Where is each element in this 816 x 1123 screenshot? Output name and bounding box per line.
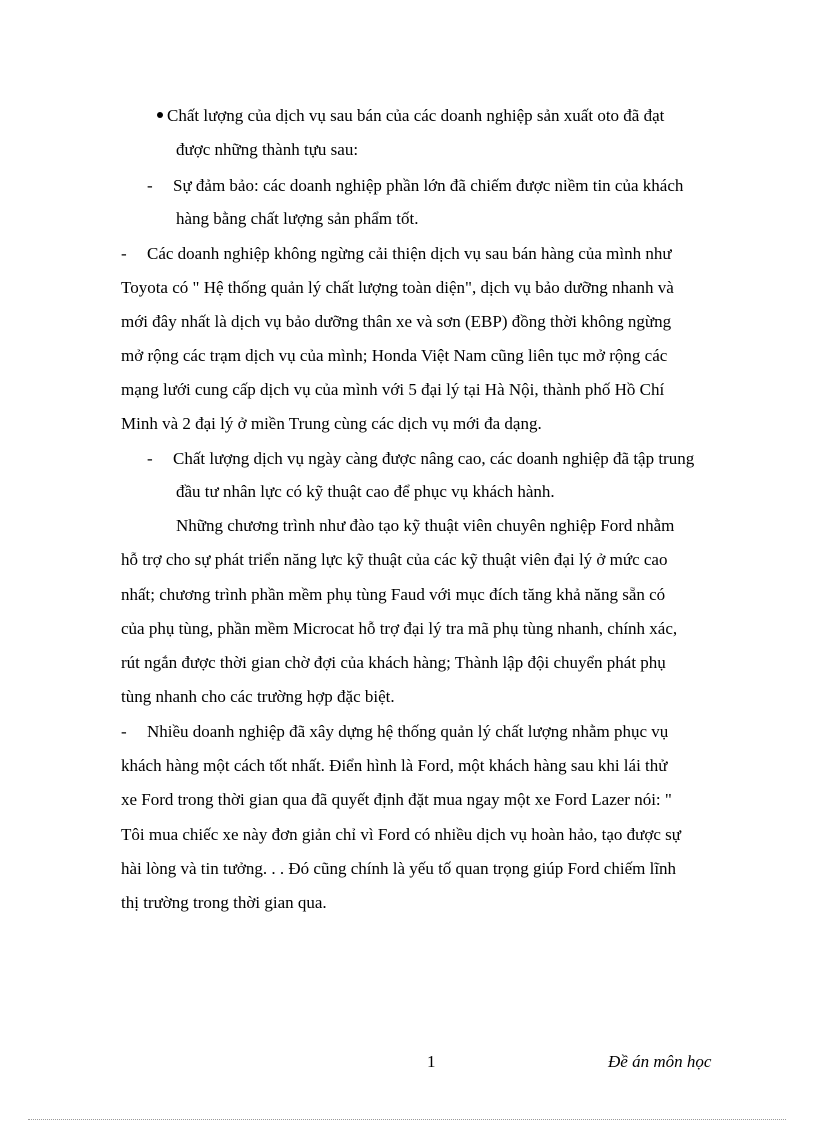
paragraph-line: rút ngắn được thời gian chờ đợi của khách hàng; Thành lập đội chuyển phát phụ (121, 653, 666, 672)
footer-document-title: Đề án môn học (608, 1052, 712, 1071)
dash-marker: - (147, 176, 153, 195)
paragraph-line: của phụ tùng, phần mềm Microcat hỗ trợ đại lý tra mã phụ tùng nhanh, chính xác, (121, 619, 678, 638)
bullet-paragraph-line (157, 106, 769, 126)
paragraph-line: Những chương trình như đào tạo kỹ thuật viên chuyên nghiệp Ford nhằm (176, 516, 675, 535)
paragraph-line: nhất; chương trình phần mềm phụ tùng Faud với mục đích tăng khả năng sẵn có (121, 585, 666, 604)
paragraph-line: mở rộng các trạm dịch vụ của mình; Honda Việt Nam cũng liên tục mở rộng các (121, 346, 668, 365)
paragraph-line: Tôi mua chiếc xe này đơn giản chỉ vì Ford có nhiều dịch vụ hoàn hảo, tạo được sự (121, 825, 681, 844)
dash-paragraph-line (121, 722, 769, 742)
dash-marker: - (121, 244, 127, 263)
paragraph-line: Minh và 2 đại lý ở miền Trung cùng các dịch vụ mới đa dạng. (121, 414, 542, 433)
paragraph-text: Các doanh nghiệp không ngừng cải thiện dịch vụ sau bán hàng của mình như (147, 244, 672, 263)
page-number: 1 (427, 1052, 436, 1071)
dash-paragraph-line (147, 176, 769, 196)
paragraph-line: Toyota có " Hệ thống quản lý chất lượng toàn diện", dịch vụ bảo dưỡng nhanh và (121, 278, 674, 297)
paragraph-line: thị trường trong thời gian qua. (121, 893, 327, 912)
dash-marker: - (147, 449, 153, 468)
paragraph-text: Chất lượng dịch vụ ngày càng được nâng cao, các doanh nghiệp đã tập trung (173, 449, 695, 468)
dash-marker: - (121, 722, 127, 741)
paragraph-line: khách hàng một cách tốt nhất. Điển hình là Ford, một khách hàng sau khi lái thử (121, 756, 668, 775)
paragraph-line: xe Ford trong thời gian qua đã quyết định đặt mua ngay một xe Ford Lazer nói: " (121, 790, 672, 809)
paragraph-line: đầu tư nhân lực có kỹ thuật cao để phục vụ khách hành. (176, 482, 555, 501)
bullet-icon (157, 112, 163, 118)
paragraph-line: hỗ trợ cho sự phát triển năng lực kỹ thuật của các kỹ thuật viên đại lý ở mức cao (121, 550, 668, 569)
paragraph-line: được những thành tựu sau: (176, 140, 359, 159)
footer-divider (28, 1119, 786, 1120)
paragraph-line: mới đây nhất là dịch vụ bảo dưỡng thân xe và sơn (EBP) đồng thời không ngừng (121, 312, 672, 331)
dash-paragraph-line (121, 244, 769, 264)
paragraph-line: hàng bằng chất lượng sản phẩm tốt. (176, 209, 419, 228)
paragraph-text: Nhiều doanh nghiệp đã xây dựng hệ thống quản lý chất lượng nhằm phục vụ (147, 722, 669, 741)
dash-paragraph-line (147, 449, 769, 469)
paragraph-line: hài lòng và tin tưởng. . . Đó cũng chính là yếu tố quan trọng giúp Ford chiếm lĩnh (121, 859, 677, 878)
paragraph-line: tùng nhanh cho các trường hợp đặc biệt. (121, 687, 395, 706)
paragraph-text: Chất lượng của dịch vụ sau bán của các doanh nghiệp sản xuất oto đã đạt (167, 106, 665, 125)
paragraph-text: Sự đảm bảo: các doanh nghiệp phần lớn đã chiếm được niềm tin của khách (173, 176, 684, 195)
paragraph-line: mạng lưới cung cấp dịch vụ của mình với 5 đại lý tại Hà Nội, thành phố Hồ Chí (121, 380, 665, 399)
